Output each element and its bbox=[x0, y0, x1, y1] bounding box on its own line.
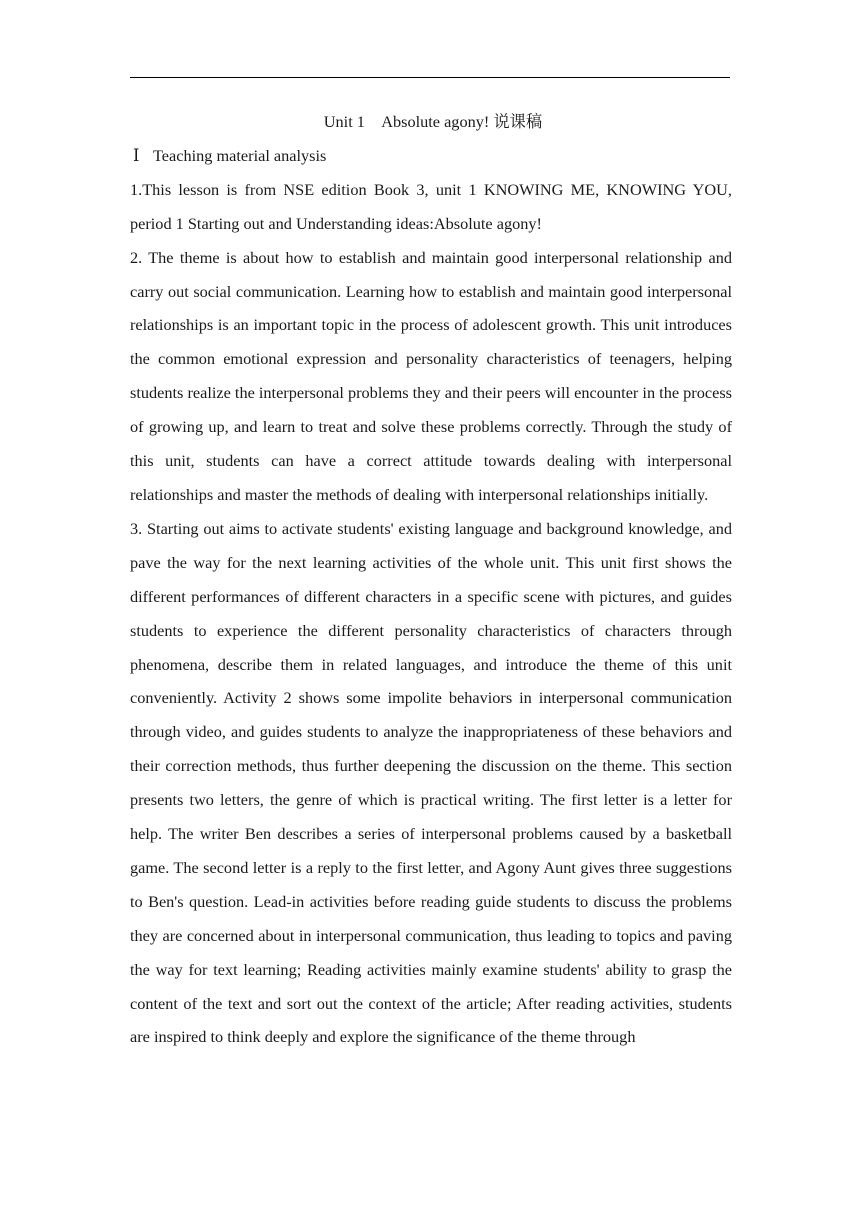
section-heading-text: Teaching material analysis bbox=[153, 145, 327, 165]
paragraph-3: 3. Starting out aims to activate students' existing language and background knowledge, and pave the way for the next learning activities of the whole unit. This unit first shows the different performances of different characters in a specific scene with pictures, and guides students to experience the different personality characteristics of characters through phenomena, describe them in related languages, and introduce the theme of this unit conveniently. Activity 2 shows some impolite behaviors in interpersonal communication through video, and guides students to analyze the inappropriateness of these behaviors and their correction methods, thus further deepening the discussion on the theme. This section presents two letters, the genre of which is practical writing. The first letter is a letter for help. The writer Ben describes a series of interpersonal problems caused by a basketball game. The second letter is a reply to the first letter, and Agony Aunt gives three suggestions to Ben's question. Lead-in activities before reading guide students to discuss the problems they are concerned about in interpersonal communication, thus leading to topics and paving the way for text learning; Reading activities mainly examine students' ability to grasp the content of the text and sort out the context of the article; After reading activities, students are inspired to think deeply and explore the significance of the theme through bbox=[130, 518, 732, 1047]
section-heading bbox=[130, 139, 732, 173]
section-numeral: Ⅰ bbox=[133, 145, 140, 165]
paragraph-2: 2. The theme is about how to establish and maintain good interpersonal relationship and carry out social communication. Learning how to establish and maintain good interpersonal relationships is an important topic in the process of adolescent growth. This unit introduces the common emotional expression and personality characteristics of teenagers, helping students realize the interpersonal problems they and their peers will encounter in the process of growing up, and learn to treat and solve these problems correctly. Through the study of this unit, students can have a correct attitude towards dealing with interpersonal relationships and master the methods of dealing with interpersonal relationships initially. bbox=[130, 247, 732, 504]
paragraph-1: 1.This lesson is from NSE edition Book 3, unit 1 KNOWING ME, KNOWING YOU, period 1 Starting out and Understanding ideas:Absolute agony! bbox=[130, 179, 732, 233]
document-title: Unit 1 Absolute agony! 说课稿 bbox=[323, 112, 543, 131]
document-body bbox=[130, 105, 732, 1054]
header-rule bbox=[130, 77, 730, 78]
